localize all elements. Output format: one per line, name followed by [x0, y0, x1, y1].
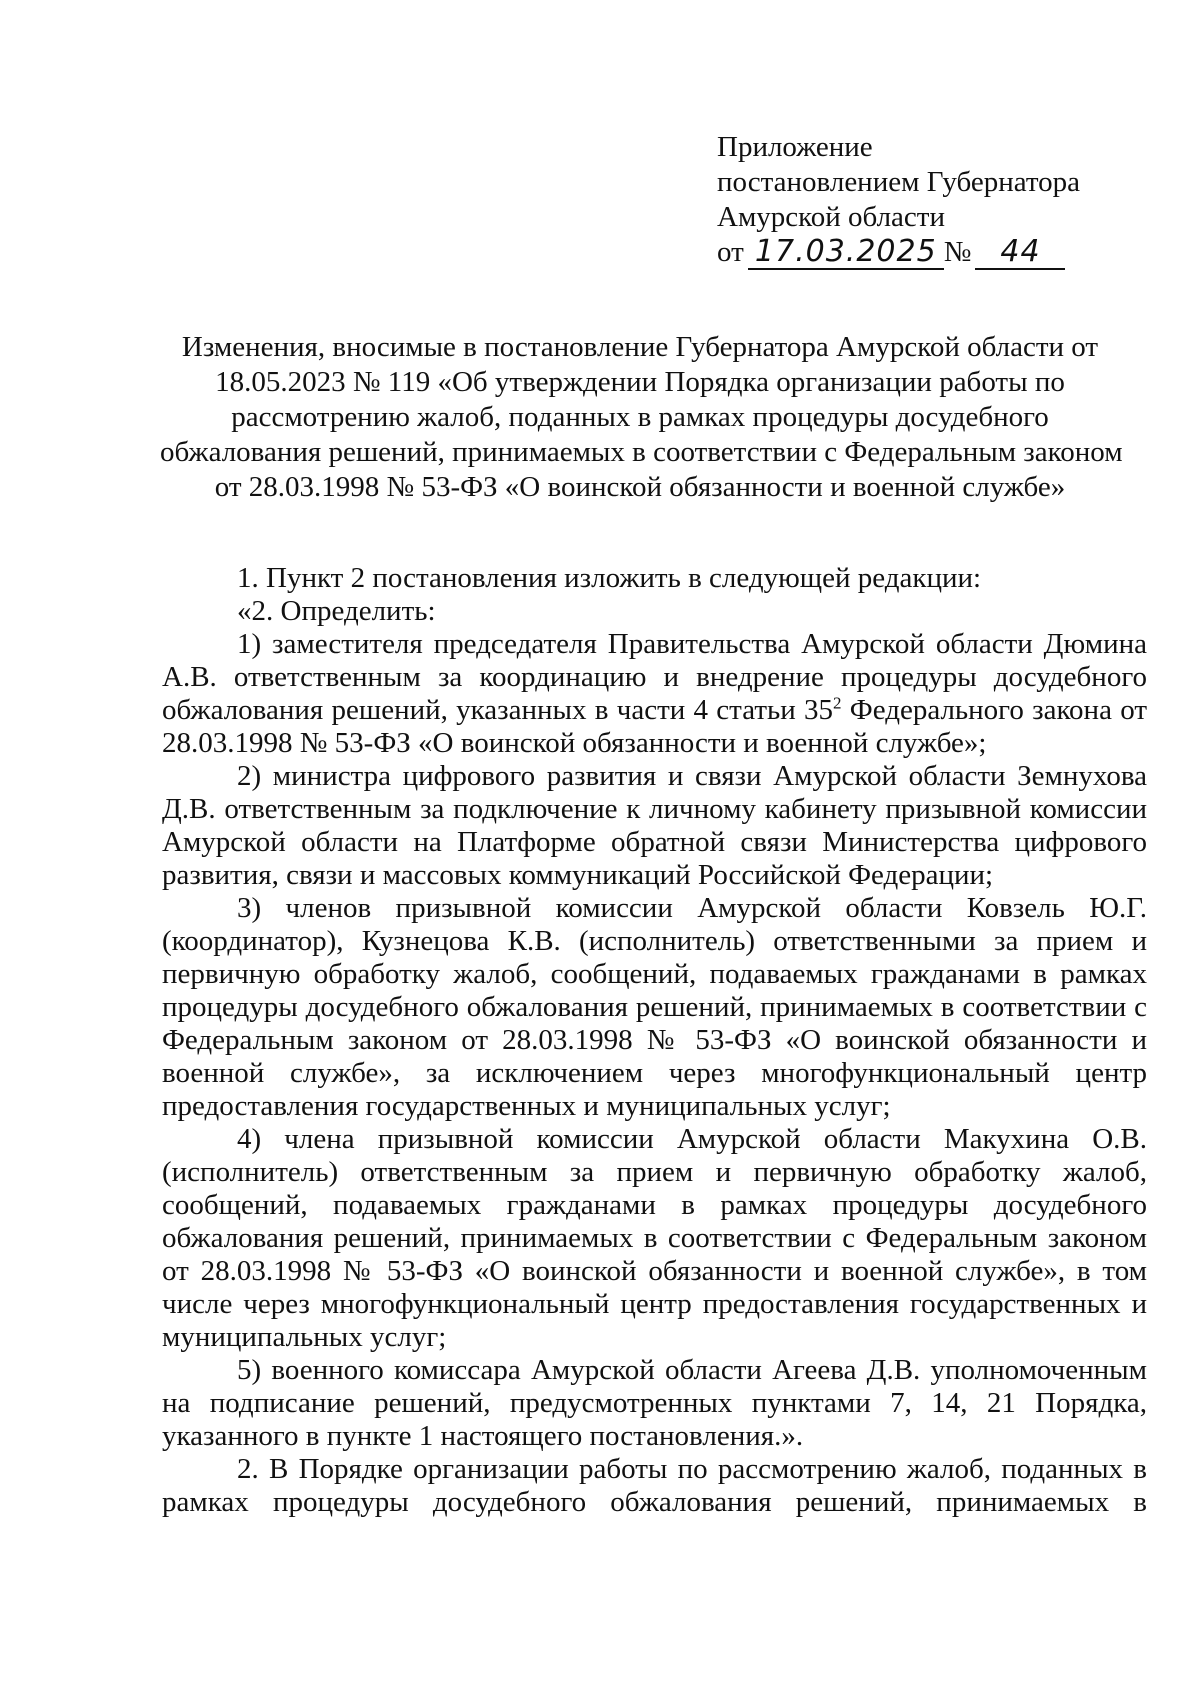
- list-item-1-text-end: Федерального закона от 28.03.1998 № 53-ФЗ «О воинской обязанности и военной службе»;: [162, 694, 1148, 759]
- paragraph-3: 2. В Порядке организации работы по рассмотрению жалоб, поданных в рамках процедуры досудебного обжалования решений, принимаемых в: [162, 1453, 1147, 1518]
- annex-region-line: Амурской области: [717, 201, 945, 233]
- handwritten-date: 17.03.2025: [748, 236, 944, 270]
- annex-heading: Приложение: [717, 131, 873, 163]
- list-item-2: 2) министра цифрового развития и связи Амурской области Земнухова Д.В. ответственным за подключение к личному кабинету призывной комиссии Амурской области на Платформе обратной связи Министерства цифрового развития, связи и массовых коммуникаций Российской Федерации;: [162, 760, 1147, 891]
- annex-decree-line: постановлением Губернатора: [717, 166, 1081, 198]
- document-body: [162, 562, 1147, 1519]
- annex-block: [717, 130, 1137, 270]
- list-item-3: 3) членов призывной комиссии Амурской области Ковзель Ю.Г. (координатор), Кузнецова К.В. (исполнитель) ответственными за прием и первичную обработку жалоб, сообщений, подаваемых гражданами в рамках процедуры досудебного обжалования решений, принимаемых в соответствии с Федеральным законом от 28.03.1998 № 53-ФЗ «О воинской обязанности и военной службе», за исключением через многофункциональный центр предоставления государственных и муниципальных услуг;: [162, 892, 1147, 1122]
- title-line-4: обжалования решений, принимаемых в соответствии с Федеральным законом: [160, 436, 1123, 468]
- document-title: [160, 330, 1123, 505]
- handwritten-number: 44: [975, 236, 1065, 270]
- title-line-5: от 28.03.1998 № 53-ФЗ «О воинской обязанности и военной службе»: [214, 471, 1066, 503]
- paragraph-2: «2. Определить:: [237, 595, 436, 627]
- annex-date-line: [717, 235, 1137, 270]
- date-prefix: от: [717, 236, 744, 268]
- list-item-4: 4) члена призывной комиссии Амурской области Макухина О.В. (исполнитель) ответственным за прием и первичную обработку жалоб, сообщений, подаваемых гражданами в рамках процедуры досудебного обжалования решений, принимаемых в соответствии с Федеральным законом от 28.03.1998 № 53-ФЗ «О воинской обязанности и военной службе», в том числе через многофункциональный центр предоставления государственных и муниципальных услуг;: [162, 1123, 1147, 1353]
- superscript: 2: [833, 693, 842, 713]
- title-line-3: рассмотрению жалоб, поданных в рамках процедуры досудебного: [231, 401, 1049, 433]
- number-label: №: [943, 236, 972, 268]
- list-item-1: [162, 628, 1147, 760]
- title-line-1: Изменения, вносимые в постановление Губернатора Амурской области от: [181, 331, 1099, 363]
- paragraph-1: 1. Пункт 2 постановления изложить в следующей редакции:: [237, 562, 982, 594]
- list-item-1-text: 1) заместителя председателя Правительства Амурской области Дюмина А.В. ответственным за координацию и внедрение процедуры досудебного обжалования решений, указанных в части 4 статьи 35: [162, 628, 1147, 726]
- list-item-5: 5) военного комиссара Амурской области Агеева Д.В. уполномоченным на подписание решений, предусмотренных пунктами 7, 14, 21 Порядка, указанного в пункте 1 настоящего постановления.».: [162, 1354, 1147, 1452]
- title-line-2: 18.05.2023 № 119 «Об утверждении Порядка организации работы по: [215, 366, 1065, 398]
